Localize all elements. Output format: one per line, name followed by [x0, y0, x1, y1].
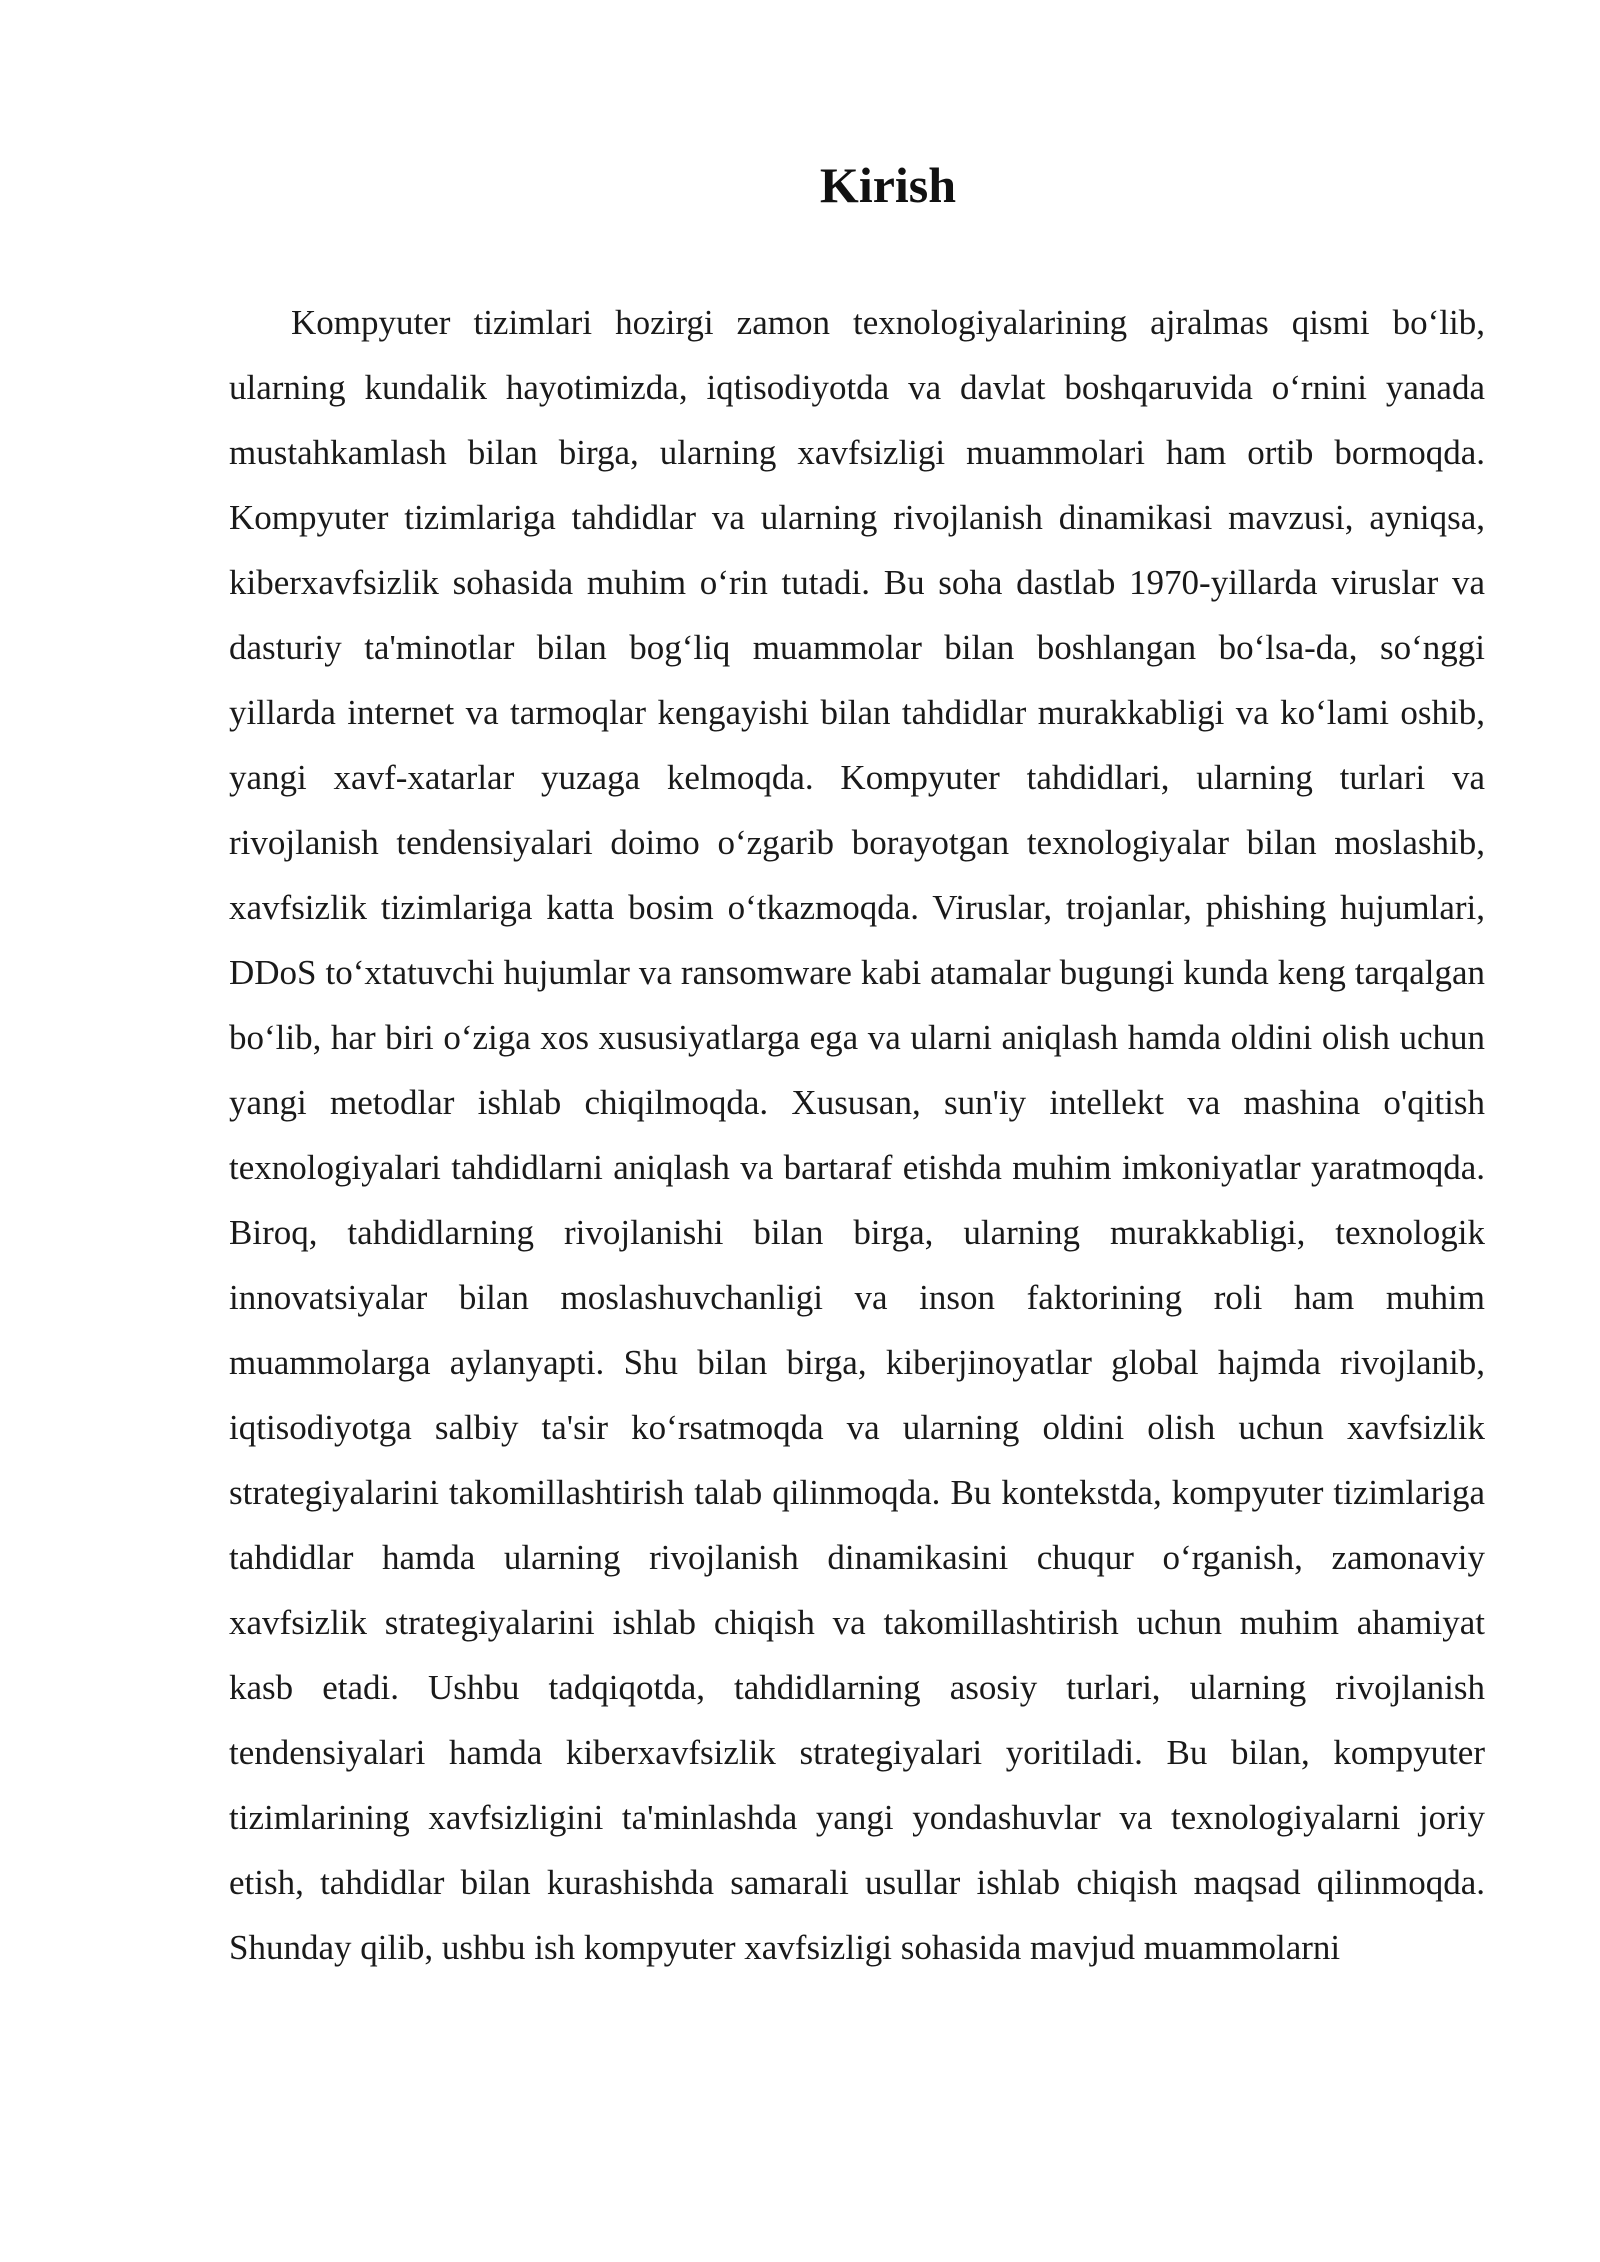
- page-title: Kirish: [819, 157, 957, 213]
- body-paragraph: Kompyuter tizimlari hozirgi zamon texnologiyalarining ajralmas qismi bo‘lib, ularning kundalik hayotimizda, iqtisodiyotda va davlat boshqaruvida o‘rnini yanada mustahkamlash bilan birga, ularning xavfsizligi muammolari ham ortib bormoqda. Kompyuter tizimlariga tahdidlar va ularning rivojlanish dinamikasi mavzusi, ayniqsa, kiberxavfsizlik sohasida muhim o‘rin tutadi. Bu soha dastlab 1970-yillarda viruslar va dasturiy ta'minotlar bilan bog‘liq muammolar bilan boshlangan bo‘lsa-da, so‘nggi yillarda internet va tarmoqlar kengayishi bilan tahdidlar murakkabligi va ko‘lami oshib, yangi xavf-xatarlar yuzaga kelmoqda. Kompyuter tahdidlari, ularning turlari va rivojlanish tendensiyalari doimo o‘zgarib borayotgan texnologiyalar bilan moslashib, xavfsizlik tizimlariga katta bosim o‘tkazmoqda. Viruslar, trojanlar, phishing hujumlari, DDoS to‘xtatuvchi hujumlar va ransomware kabi atamalar bugungi kunda keng tarqalgan bo‘lib, har biri o‘ziga xos xususiyatlarga ega va ularni aniqlash hamda oldini olish uchun yangi metodlar ishlab chiqilmoqda. Xususan, sun'iy intellekt va mashina o'qitish texnologiyalari tahdidlarni aniqlash va bartaraf etishda muhim imkoniyatlar yaratmoqda. Biroq, tahdidlarning rivojlanishi bilan birga, ularning murakkabligi, texnologik innovatsiyalar bilan moslashuvchanligi va inson faktorining roli ham muhim muammolarga aylanyapti. Shu bilan birga, kiberjinoyatlar global hajmda rivojlanib, iqtisodiyotga salbiy ta'sir ko‘rsatmoqda va ularning oldini olish uchun xavfsizlik strategiyalarini takomillashtirish talab qilinmoqda. Bu kontekstda, kompyuter tizimlariga tahdidlar hamda ularning rivojlanish dinamikasini chuqur o‘rganish, zamonaviy xavfsizlik strategiyalarini ishlab chiqish va takomillashtirish uchun muhim ahamiyat kasb etadi. Ushbu tadqiqotda, tahdidlarning asosiy turlari, ularning rivojlanish tendensiyalari hamda kiberxavfsizlik strategiyalari yoritiladi. Bu bilan, kompyuter tizimlarining xavfsizligini ta'minlashda yangi yondashuvlar va texnologiyalarni joriy etish, tahdidlar bilan kurashishda samarali usullar ishlab chiqish maqsad qilinmoqda. Shunday qilib, ushbu ish kompyuter xavfsizligi sohasida mavjud muammolarni: [229, 303, 1485, 1967]
